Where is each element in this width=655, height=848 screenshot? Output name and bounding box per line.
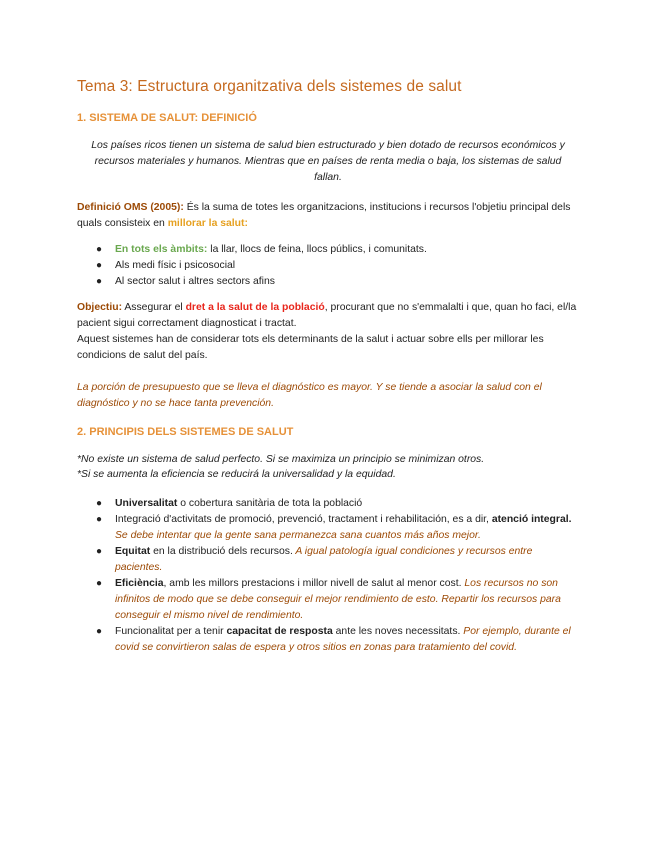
principle-text: en la distribució dels recursos. bbox=[150, 546, 293, 557]
definition-highlight: millorar la salut: bbox=[167, 218, 248, 229]
list-item bbox=[96, 544, 579, 576]
definition-text: És la suma de totes les organitzacions, institucions i recursos l'objetiu principal dels quals consisteix en bbox=[77, 202, 571, 229]
list-item bbox=[96, 258, 579, 274]
objective-paragraph bbox=[77, 300, 579, 332]
list-item bbox=[96, 274, 579, 290]
bullet-icon: ● bbox=[96, 244, 103, 255]
objective-line-2: Aquest sistemes han de considerar tots els determinants de la salut i actuar sobre ells per millorar les condicions de salut del país. bbox=[77, 334, 544, 361]
principle-text: o cobertura sanitària de tota la població bbox=[177, 498, 363, 509]
bullet-icon: ● bbox=[96, 514, 103, 525]
principle-bold: capacitat de resposta bbox=[226, 626, 333, 637]
principle-pre: Integració d'activitats de promoció, prevenció, tractament i rehabilitación, es a dir, bbox=[115, 514, 492, 525]
scope-list bbox=[77, 242, 579, 290]
bullet-icon: ● bbox=[96, 276, 103, 287]
intro-quote: Los países ricos tienen un sistema de salud bien estructurado y bien dotado de recursos económicos y recursos materiales y humanos. Mientras que en países de renta media o baja, los sistemas de salud fallan. bbox=[91, 140, 565, 183]
principles-notes bbox=[77, 452, 579, 482]
principle-note: Se debe intentar que la gente sana permanezca sana cuantos más años mejor. bbox=[115, 530, 481, 541]
principle-pre: Funcionalitat per a tenir bbox=[115, 626, 227, 637]
principles-list bbox=[77, 496, 579, 656]
page-title: Tema 3: Estructura organitzativa dels sistemes de salut bbox=[77, 78, 462, 95]
principle-note: Por ejemplo, durante el covid se convirtieron salas de espera y otros sitios en zonas para tratamiento del covid. bbox=[115, 626, 571, 653]
principle-bold: Equitat bbox=[115, 546, 151, 557]
principle-note: A igual patología igual condiciones y recursos entre pacientes. bbox=[115, 546, 533, 573]
objective-label: Objectiu: bbox=[77, 302, 123, 313]
note-line: *No existe un sistema de salud perfecto. Si se maximiza un principio se minimizan otros. bbox=[77, 454, 485, 465]
principle-note: Los recursos no son infinitos de modo que se debe conseguir el mejor rendimiento de esto. Repartir los recursos para conseguir el mismo nivel de rendimiento. bbox=[115, 578, 561, 621]
diagnosis-note: La porción de presupuesto que se lleva el diagnóstico es mayor. Y se tiende a asociar la salud con el diagnóstico y no se hace tanta prevención. bbox=[77, 382, 542, 409]
section-2-heading: 2. PRINCIPIS DELS SISTEMES DE SALUT bbox=[77, 426, 294, 438]
bullet-icon: ● bbox=[96, 578, 103, 589]
principle-bold: Universalitat bbox=[115, 498, 178, 509]
list-item bbox=[96, 576, 579, 624]
list-item-text: Al sector salut i altres sectors afins bbox=[115, 276, 275, 287]
principle-bold: atenció integral. bbox=[491, 514, 572, 525]
principle-text: , amb les millors prestacions i millor nivell de salut al menor cost. bbox=[163, 578, 462, 589]
bullet-icon: ● bbox=[96, 546, 103, 557]
scope-highlight: En tots els àmbits: bbox=[115, 244, 208, 255]
list-item bbox=[96, 496, 579, 512]
note-line: *Si se aumenta la eficiencia se reducirá la universalidad y la equidad. bbox=[77, 469, 396, 480]
list-item bbox=[96, 242, 579, 258]
list-item bbox=[96, 512, 579, 544]
list-item-text: Als medi físic i psicosocial bbox=[115, 260, 236, 271]
list-item bbox=[96, 624, 579, 656]
list-item-text: la llar, llocs de feina, llocs públics, i comunitats. bbox=[207, 244, 427, 255]
bullet-icon: ● bbox=[96, 626, 103, 637]
objective-text-end: , procurant que no s'emmalalti i que, quan ho faci, el/la pacient sigui correctament diagnosticat i tractat. bbox=[77, 302, 577, 329]
definition-label: Definició OMS (2005): bbox=[77, 202, 184, 213]
objective-text: Assegurar el bbox=[122, 302, 186, 313]
principle-bold: Eficiència bbox=[115, 578, 164, 589]
section-1-heading: 1. SISTEMA DE SALUT: DEFINICIÓ bbox=[77, 112, 257, 124]
bullet-icon: ● bbox=[96, 260, 103, 271]
principle-text: ante les noves necessitats. bbox=[332, 626, 461, 637]
definition-paragraph bbox=[77, 200, 579, 232]
objective-highlight: dret a la salut de la població bbox=[185, 302, 325, 313]
bullet-icon: ● bbox=[96, 498, 103, 509]
